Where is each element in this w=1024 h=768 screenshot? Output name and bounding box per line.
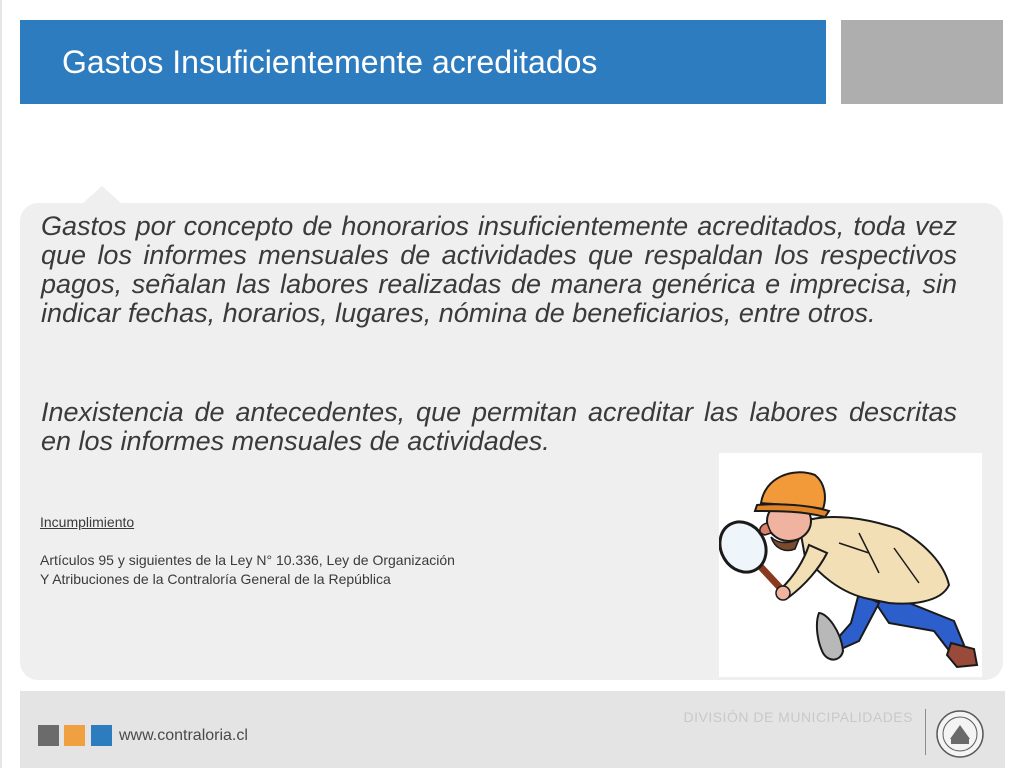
title-bar bbox=[20, 20, 826, 104]
callout-pointer bbox=[82, 186, 122, 204]
detective-illustration bbox=[719, 453, 982, 677]
left-edge-rule bbox=[0, 0, 2, 768]
noncompliance-label: Incumplimiento bbox=[40, 514, 135, 530]
legal-reference-line-1: Artículos 95 y siguientes de la Ley N° 10.336, Ley de Organización bbox=[40, 552, 455, 568]
footer-square-blue bbox=[91, 725, 112, 746]
paragraph-honorarios: Gastos por concepto de honorarios insuficientemente acreditados, toda vez que los informes mensuales de actividades que respaldan los respectivos pagos, señalan las labores realizadas de manera genérica e imprecisa, sin indicar fechas, horarios, lugares, nómina de beneficiarios, entre otros. bbox=[41, 211, 957, 328]
footer-bar bbox=[20, 691, 1005, 768]
paragraph-antecedentes: Inexistencia de antecedentes, que permitan acreditar las labores descritas en los informes mensuales de actividades. bbox=[41, 397, 957, 456]
legal-reference-block bbox=[40, 513, 640, 589]
footer-divider bbox=[925, 709, 926, 755]
legal-reference-line-2: Y Atribuciones de la Contraloría General de la República bbox=[40, 571, 391, 587]
slide-title: Gastos Insuficientemente acreditados bbox=[62, 43, 598, 80]
title-side-block bbox=[841, 20, 1003, 104]
footer-square-orange bbox=[64, 725, 85, 746]
contraloria-seal-icon bbox=[935, 709, 985, 759]
website-link[interactable]: www.contraloria.cl bbox=[119, 727, 248, 744]
detective-drawing bbox=[719, 453, 982, 677]
division-label: DIVISIÓN DE MUNICIPALIDADES bbox=[683, 709, 913, 725]
footer-square-gray bbox=[38, 725, 59, 746]
